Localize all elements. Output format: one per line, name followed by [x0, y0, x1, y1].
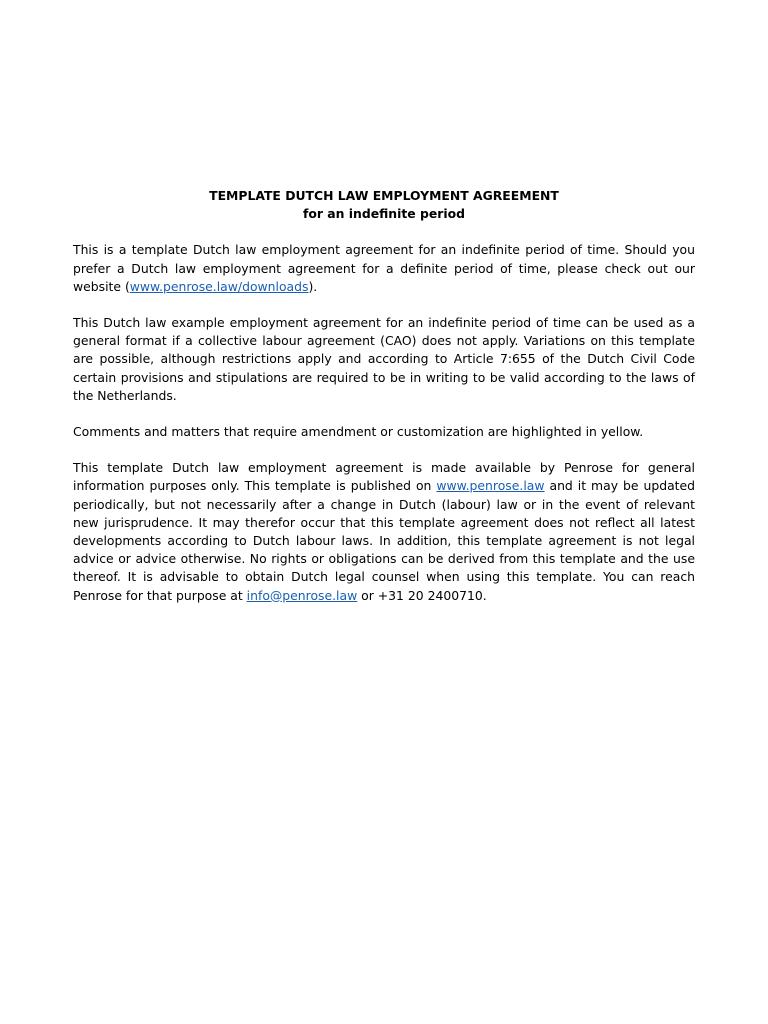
document-subtitle: for an indefinite period: [302, 206, 466, 222]
disclaimer-text-middle: and it may be updated periodically, but not necessarily after a change in Dutch (labour) law or in the event of relevant new jurisprudence. It may therefor occur that this template agreement does not reflect all latest developments according to Dutch labour laws. In addition, this template agreement is not legal advice or advice otherwise. No rights or obligations can be derived from this template and the use thereof. It is advisable to obtain Dutch legal counsel when using this template. You can reach Penrose for that purpose at: [73, 478, 696, 603]
downloads-link[interactable]: www.penrose.law/downloads: [129, 278, 309, 294]
usage-paragraph: This Dutch law example employment agreement for an indefinite period of time can be used as a general format if a collective labour agreement (CAO) does not apply. Variations on this template are possible, although restrictions apply and according to Article 7:655 of the Dutch Civil Code certain provisions and stipulations are required to be in writing to be valid according to the laws of the Netherlands.: [73, 315, 695, 403]
disclaimer-paragraph: [73, 459, 695, 605]
disclaimer-text-after: or +31 20 2400710.: [357, 587, 487, 603]
intro-paragraph: [73, 241, 695, 296]
website-link[interactable]: www.penrose.law: [436, 478, 545, 494]
document-body: [73, 187, 695, 623]
comments-paragraph: Comments and matters that require amendment or customization are highlighted in yellow.: [73, 424, 644, 440]
disclaimer-text-before: This template Dutch law employment agreement is made available by Penrose for general information purposes only. This template is published on: [73, 460, 695, 494]
intro-text-before: This is a template Dutch law employment agreement for an indefinite period of time. Should you prefer a Dutch law employment agreement for a definite period of time, please check out our website (: [73, 242, 695, 294]
title-block: [73, 187, 695, 223]
email-link[interactable]: info@penrose.law: [246, 587, 358, 603]
intro-text-after: ).: [308, 278, 318, 294]
document-title: TEMPLATE DUTCH LAW EMPLOYMENT AGREEMENT: [209, 188, 559, 203]
